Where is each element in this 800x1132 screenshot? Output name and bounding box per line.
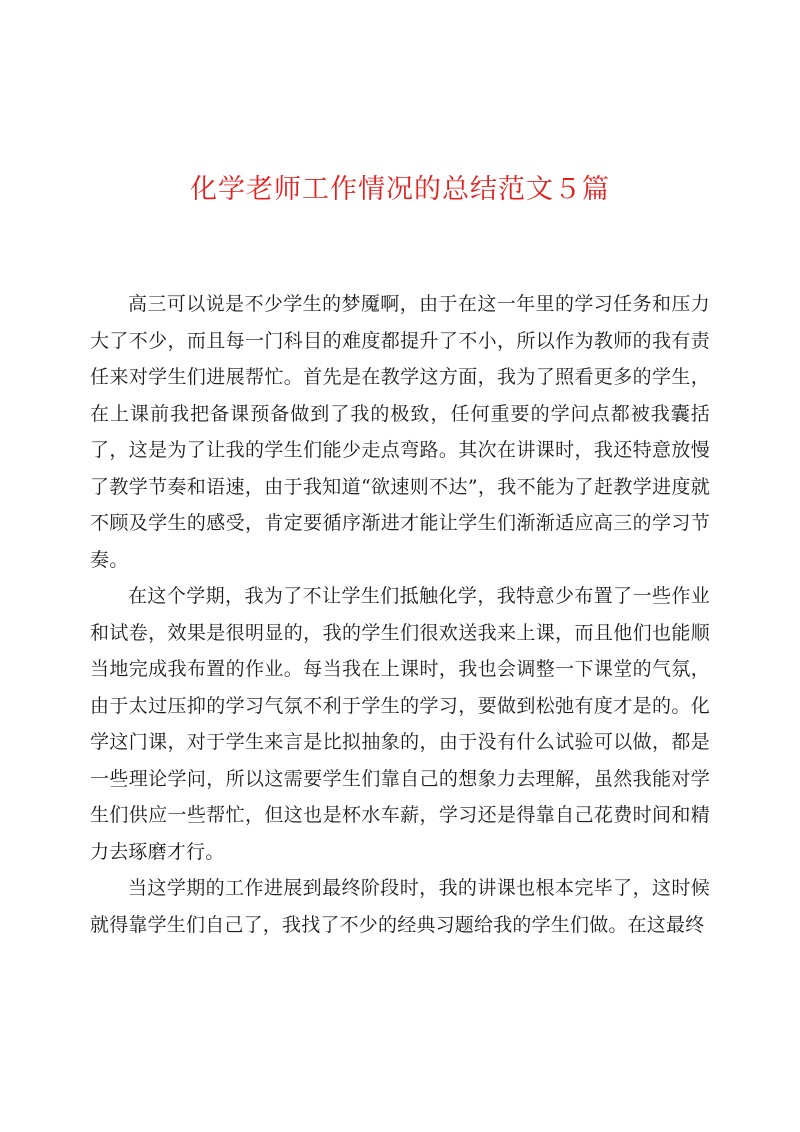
paragraph: 高三可以说是不少学生的梦魇啊，由于在这一年里的学习任务和压力大了不少，而且每一门科目的难度都提升了不小，所以作为教师的我有责任来对学生们进展帮忙。首先是在教学这方面，我为了照看更多的学生，在上课前我把备课预备做到了我的极致，任何重要的学问点都被我囊括了，这是为了让我的学生们能少走点弯路。其次在讲课时，我还特意放慢了教学节奏和语速，由于我知道“欲速则不达”，我不能为了赶教学进度就不顾及学生的感受，肯定要循序渐进才能让学生们渐渐适应高三的学习节奏。 [90, 293, 710, 571]
paragraph: 当这学期的工作进展到最终阶段时，我的讲课也根本完毕了，这时候就得靠学生们自己了，我找了不少的经典习题给我的学生们做。在这最终 [90, 877, 710, 936]
paragraph: 在这个学期，我为了不让学生们抵触化学，我特意少布置了一些作业和试卷，效果是很明显的，我的学生们很欢送我来上课，而且他们也能顺当地完成我布置的作业。每当我在上课时，我也会调整一下课堂的气氛，由于太过压抑的学习气氛不利于学生的学习，要做到松弛有度才是的。化学这门课，对于学生来言是比拟抽象的，由于没有什么试验可以做，都是一些理论学问，所以这需要学生们靠自己的想象力去理解，虽然我能对学生们供应一些帮忙，但这也是杯水车薪，学习还是得靠自己花费时间和精力去琢磨才行。 [90, 585, 710, 863]
document-title: 化学老师工作情况的总结范文５篇 [190, 174, 610, 205]
document-body [90, 286, 710, 943]
